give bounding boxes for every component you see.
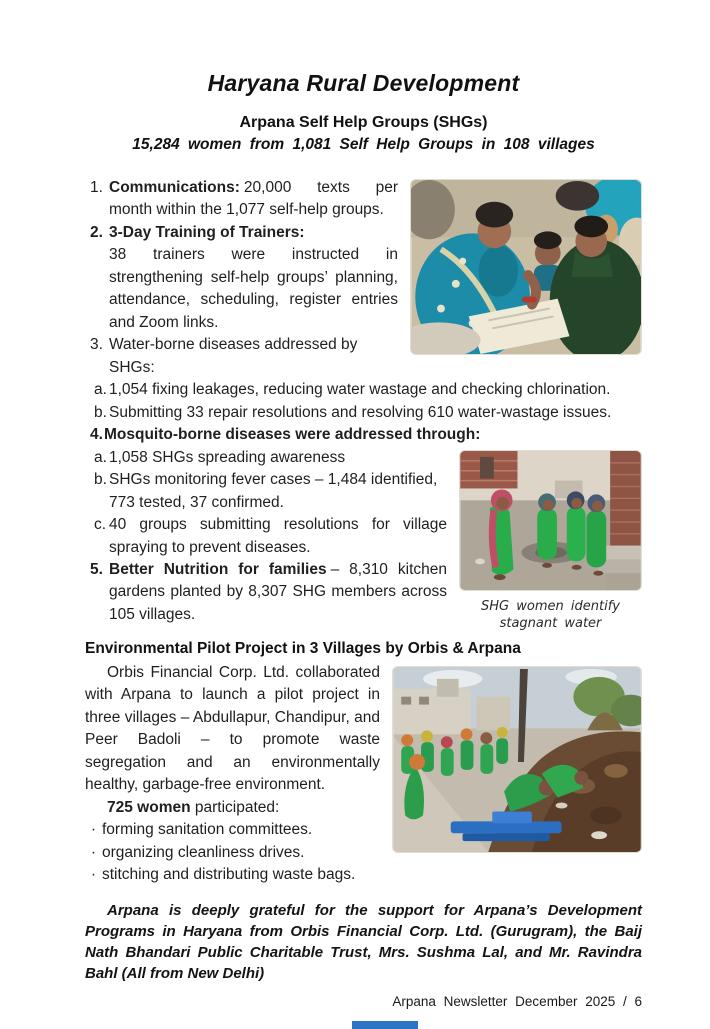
bullet-marker: ·	[90, 866, 97, 884]
list-item-text: Mosquito-borne diseases were addressed through:	[104, 426, 481, 444]
environment-section	[85, 638, 642, 886]
list-marker: 5.	[90, 560, 103, 578]
list-marker: a.	[94, 381, 107, 399]
bullet-text: forming sanitation committees.	[102, 821, 313, 839]
section-subtitle: Arpana Self Help Groups (SHGs)	[239, 114, 488, 131]
photo-cleanup-drive	[392, 666, 642, 853]
list-item-waterborne	[85, 334, 398, 379]
list-item-text: Water-borne diseases addressed by SHGs:	[109, 336, 358, 376]
list-item-text: Submitting 33 repair resolutions and resolving 610 water-wastage issues.	[109, 403, 612, 421]
page-bottom-artifact	[352, 1021, 418, 1029]
bullet-marker: ·	[90, 843, 97, 861]
list-item-waterborne-b	[85, 402, 642, 424]
environment-paragraph: Orbis Financial Corp. Ltd. collaborated with Arpana to launch a pilot project in three villages – Abdullapur, Chandipur, and Peer Badoli – to promote waste segregation and an environmentally healthy, garbage-free environment.	[85, 663, 380, 794]
list-item-text: 40 groups submitting resolutions for village spraying to prevent diseases.	[109, 516, 447, 556]
cleanup-drive-image	[392, 666, 642, 853]
list-item-mosquito-b	[85, 469, 447, 514]
list-marker: 1.	[90, 179, 103, 196]
bullet-cleanliness	[85, 842, 380, 864]
bullet-sanitation	[85, 819, 380, 841]
list-marker: 3.	[90, 336, 103, 354]
participants-line: 725 women participated:	[107, 798, 280, 816]
list-item-text: 1,058 SHGs spreading awareness	[109, 448, 346, 466]
list-item-mosquito-c	[85, 514, 447, 559]
list-item-text: 1,054 fixing leakages, reducing water wastage and checking chlorination.	[109, 381, 611, 399]
section-tagline: 15,284 women from 1,081 Self Help Groups in 108 villages	[132, 136, 595, 153]
page-title: Haryana Rural Development	[207, 70, 520, 96]
photo-caption	[459, 598, 642, 633]
environment-heading: Environmental Pilot Project in 3 Villages by Orbis & Arpana	[85, 640, 521, 658]
list-item-nutrition	[85, 559, 447, 626]
acknowledgement-paragraph: Arpana is deeply grateful for the support for Arpana’s Development Programs in Haryana from Orbis Financial Corp. Ltd. (Gurugram), the Baij Nath Bhandari Public Charitable Trust, Mrs. Sushma Lal, and Mr. Ravindra Bahl (All from New Delhi)	[85, 901, 642, 983]
photo-stagnant-water	[459, 450, 642, 633]
list-marker: 4.	[90, 426, 103, 444]
caption-line-2: stagnant water	[499, 616, 602, 632]
bullet-text: stitching and distributing waste bags.	[102, 866, 356, 884]
list-item-mosquito-a	[85, 447, 447, 469]
list-marker: a.	[94, 448, 107, 466]
page-footer: Arpana Newsletter December 2025 / 6	[392, 993, 642, 1009]
list-item-text: 3-Day Training of Trainers: 38 trainers were instructed in strengthening self-help groups’ planning, attendance, scheduling, register entries and Zoom links.	[109, 223, 398, 331]
list-marker: 2.	[90, 223, 103, 241]
shg-training-image	[410, 179, 642, 355]
list-item-training	[85, 222, 398, 334]
bullet-waste-bags	[85, 864, 642, 886]
list-item-waterborne-a	[85, 379, 642, 401]
list-marker: c.	[94, 516, 107, 534]
list-item-mosquito	[85, 424, 642, 446]
list-marker: b.	[94, 403, 107, 421]
list-marker: b.	[94, 471, 107, 489]
page-content	[85, 70, 642, 1009]
list-item-communications	[85, 177, 398, 222]
list-item-text: Communications: 20,000 texts per month within the 1,077 self-help groups.	[109, 179, 398, 219]
shg-activity-list	[85, 177, 642, 632]
photo-shg-training	[410, 179, 642, 355]
list-item-text: SHGs monitoring fever cases – 1,484 identified, 773 tested, 37 confirmed.	[109, 471, 438, 511]
bullet-text: organizing cleanliness drives.	[102, 843, 305, 861]
bullet-marker: ·	[90, 821, 97, 839]
list-item-text: Better Nutrition for families – 8,310 kitchen gardens planted by 8,307 SHG members across 105 villages.	[109, 560, 447, 623]
caption-line-1: SHG women identify	[481, 598, 620, 614]
stagnant-water-image	[459, 450, 642, 591]
